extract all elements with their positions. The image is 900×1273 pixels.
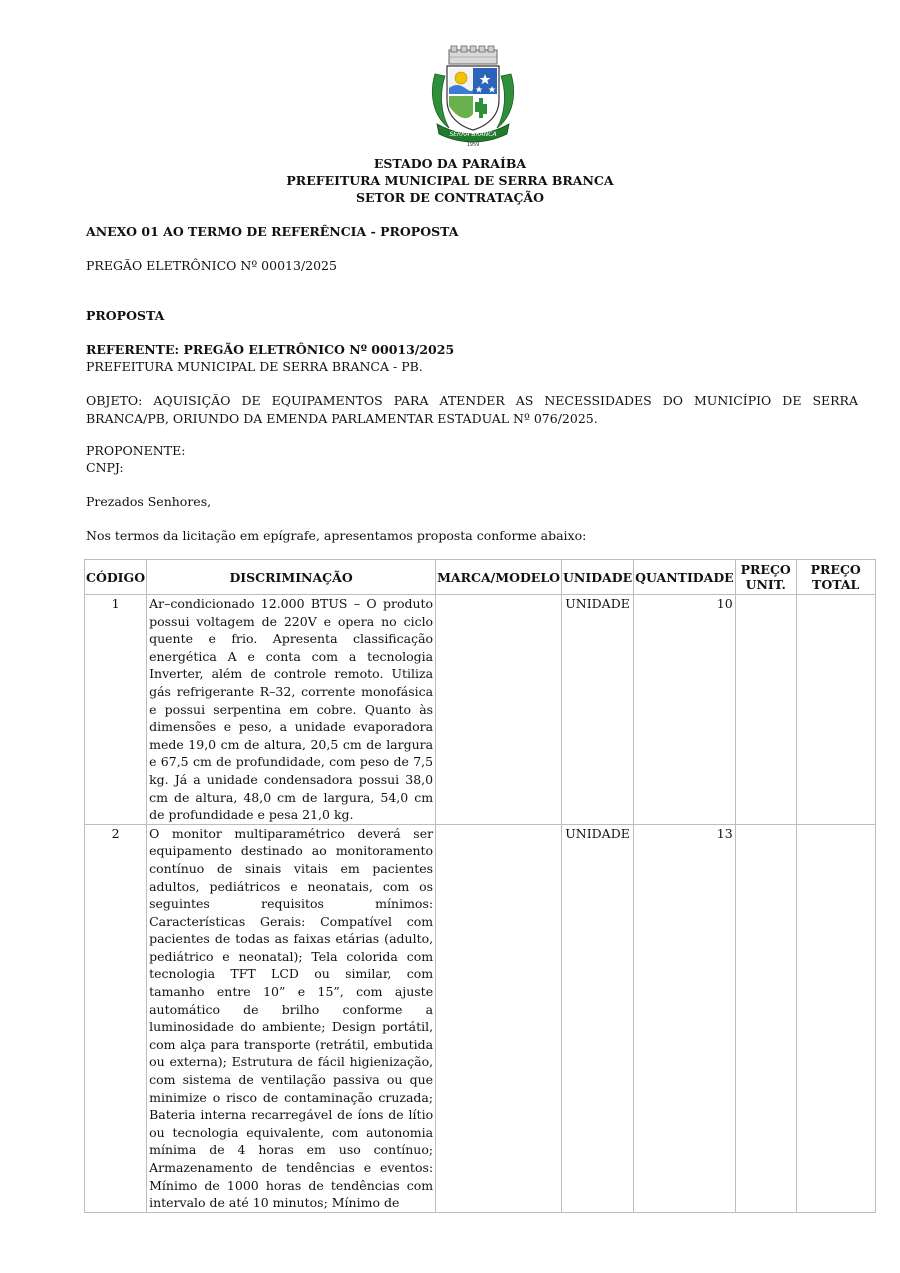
cell-preco-unit <box>735 824 796 1212</box>
crest-ribbon-text: SERRA BRANCA <box>449 131 497 138</box>
col-header-preco-unit-line2: UNIT. <box>745 577 786 592</box>
cell-discriminacao: O monitor multiparamétrico deverá ser equipamento destinado ao monitoramento contínuo de sinais vitais em pacientes adultos, pediátricos e neonatais, com os seguintes requisitos mínimos: Características Gerais: Compatível com pacientes de todas as faixas etárias (adulto, pediátrico e neonatal); Tela colorida com tecnologia TFT LCD ou similar, com tamanho entre 10” e 15”, com ajuste automático de brilho conforme a luminosidade do ambiente; Design portátil, com alça para transporte (retrátil, embutida ou externa); Estrutura de fácil higienização, com sistema de ventilação passiva ou que minimize o risco de contaminação cruzada; Bateria interna recarregável de íons de lítio ou tecnologia equivalente, com autonomia mínima de 4 horas em uso contínuo; Armazenamento de tendências e eventos: Mínimo de 1000 horas de tendências com intervalo de até 10 minutos; Mínimo de <box>147 824 436 1212</box>
cell-preco-total <box>796 824 875 1212</box>
objeto-paragraph: OBJETO: AQUISIÇÃO DE EQUIPAMENTOS PARA ATENDER AS NECESSIDADES DO MUNICÍPIO DE SERRA BRANCA/PB, ORIUNDO DA EMENDA PARLAMENTAR ESTADUAL Nº 076/2025. <box>86 393 858 426</box>
header-prefeitura: PREFEITURA MUNICIPAL DE SERRA BRANCA <box>286 173 614 188</box>
col-header-preco-unit <box>735 560 796 595</box>
cell-unidade: UNIDADE <box>562 595 634 825</box>
referente-line: REFERENTE: PREGÃO ELETRÔNICO Nº 00013/2025 <box>86 342 455 357</box>
col-header-marca: MARCA/MODELO <box>436 560 562 595</box>
header-state: ESTADO DA PARAÍBA <box>373 156 527 171</box>
cell-codigo: 1 <box>85 595 147 825</box>
cell-marca <box>436 595 562 825</box>
table-row <box>85 824 876 1212</box>
crest-year-text: 1959 <box>466 142 480 148</box>
col-header-codigo: CÓDIGO <box>85 560 147 595</box>
col-header-unidade: UNIDADE <box>562 560 634 595</box>
proposal-items-table <box>84 559 876 1213</box>
pregao-line: PREGÃO ELETRÔNICO Nº 00013/2025 <box>86 258 337 273</box>
col-header-preco-unit-line1: PREÇO <box>740 562 791 577</box>
proposta-heading: PROPOSTA <box>86 308 165 323</box>
col-header-preco-total <box>796 560 875 595</box>
header-setor: SETOR DE CONTRATAÇÃO <box>355 190 545 205</box>
col-header-quantidade: QUANTIDADE <box>634 560 736 595</box>
col-header-preco-total-line1: PREÇO <box>810 562 861 577</box>
cell-preco-total <box>796 595 875 825</box>
cell-quantidade: 10 <box>634 595 736 825</box>
salutation: Prezados Senhores, <box>86 494 212 509</box>
col-header-discriminacao: DISCRIMINAÇÃO <box>147 560 436 595</box>
cell-unidade: UNIDADE <box>562 824 634 1212</box>
col-header-preco-total-line2: TOTAL <box>812 577 860 592</box>
intro-paragraph: Nos termos da licitação em epígrafe, apresentamos proposta conforme abaixo: <box>86 528 587 543</box>
cnpj-label: CNPJ: <box>86 460 124 475</box>
cell-preco-unit <box>735 595 796 825</box>
cell-discriminacao: Ar–condicionado 12.000 BTUS – O produto possui voltagem de 220V e opera no ciclo quente e frio. Apresenta classificação energética A e conta com a tecnologia Inverter, além de controle remoto. Utiliza gás refrigerante R–32, corrente monofásica e possui serpentina em cobre. Quanto às dimensões e peso, a unidade evaporadora mede 19,0 cm de altura, 20,5 cm de largura e 67,5 cm de profundidade, com peso de 7,5 kg. Já a unidade condensadora possui 38,0 cm de altura, 48,0 cm de largura, 54,0 cm de profundidade e pesa 21,0 kg. <box>147 595 436 825</box>
cell-quantidade: 13 <box>634 824 736 1212</box>
table-row <box>85 595 876 825</box>
table-header-row <box>85 560 876 595</box>
proponente-label: PROPONENTE: <box>86 443 186 458</box>
prefeitura-line: PREFEITURA MUNICIPAL DE SERRA BRANCA - PB. <box>86 359 423 374</box>
cell-codigo: 2 <box>85 824 147 1212</box>
document-header <box>0 155 900 206</box>
coat-of-arms-logo <box>427 44 519 148</box>
cell-marca <box>436 824 562 1212</box>
annex-title: ANEXO 01 AO TERMO DE REFERÊNCIA - PROPOSTA <box>86 224 459 239</box>
